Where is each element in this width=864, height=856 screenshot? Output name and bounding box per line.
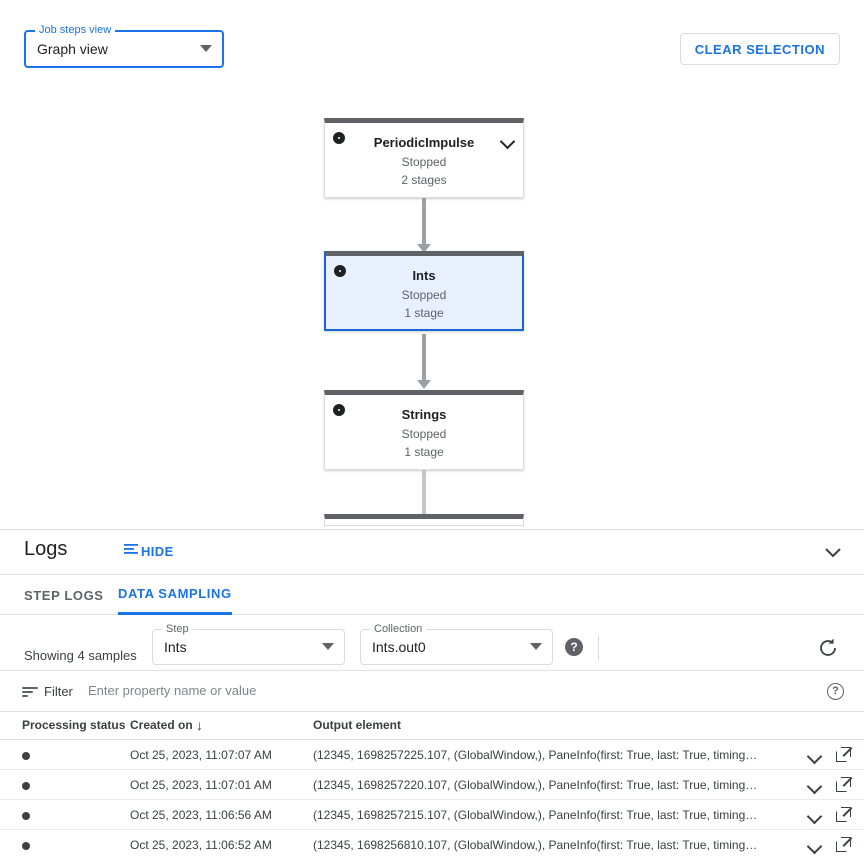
status-badge [22,812,30,820]
graph-node-partial[interactable] [324,514,524,526]
filter-icon [22,687,38,698]
job-steps-view-label: Job steps view [35,24,115,36]
status-badge [22,752,30,760]
column-output-element[interactable]: Output element [313,718,402,732]
chevron-down-icon [322,643,334,650]
expand-row-icon[interactable] [808,779,822,793]
logs-panel [0,530,864,856]
status-badge [22,782,30,790]
showing-samples-label: Showing 4 samples [24,648,137,663]
controls-divider [598,635,599,661]
graph-edge [422,198,426,246]
node-status-label: Stopped [401,155,447,169]
expand-row-icon[interactable] [808,749,822,763]
graph-edge [422,470,426,518]
graph-node-periodicimpulse[interactable] [324,118,524,198]
step-select[interactable] [152,623,345,665]
samples-table-body [0,740,864,856]
node-title: Strings [401,407,447,422]
sampling-controls [0,615,864,670]
tab-step-logs[interactable]: STEP LOGS [24,587,104,603]
open-external-icon[interactable] [836,778,851,793]
cell-created-on: Oct 25, 2023, 11:07:01 AM [130,778,272,792]
open-external-icon[interactable] [836,808,851,823]
node-stages-label: 2 stages [401,173,447,187]
node-title: PeriodicImpulse [373,135,475,150]
column-created-on[interactable]: Created on [130,718,193,732]
logs-tabs [0,575,864,615]
table-row[interactable] [0,800,864,830]
cell-output-element: (12345, 1698257225.107, (GlobalWindow,), PaneInfo(first: True, last: True, timing… [313,748,758,762]
node-stages-label: 1 stage [404,306,444,320]
node-status-label: Stopped [401,288,447,302]
hide-logs-label: HIDE [141,543,174,559]
collection-select-value: Ints.out0 [372,639,426,655]
job-steps-view-select[interactable] [24,24,224,68]
help-outline-icon[interactable]: ? [827,683,844,700]
clear-selection-button[interactable]: CLEAR SELECTION [680,33,840,65]
node-stages-label: 1 stage [404,445,444,459]
step-select-label: Step [162,623,193,635]
node-title: Ints [412,268,436,283]
logs-title: Logs [24,538,68,560]
graph-node-ints[interactable] [324,251,524,331]
cell-created-on: Oct 25, 2023, 11:06:56 AM [130,808,272,822]
logs-header [0,530,864,575]
column-processing-status[interactable]: Processing status [22,718,126,732]
job-steps-view-value: Graph view [37,41,108,57]
graph-edge [422,334,426,382]
cell-output-element: (12345, 1698257220.107, (GlobalWindow,), PaneInfo(first: True, last: True, timing… [313,778,758,792]
filter-input[interactable] [86,682,766,699]
node-status-label: Stopped [401,427,447,441]
cell-output-element: (12345, 1698256810.107, (GlobalWindow,), PaneInfo(first: True, last: True, timing… [313,838,758,852]
cell-created-on: Oct 25, 2023, 11:06:52 AM [130,838,272,852]
collection-select[interactable] [360,623,553,665]
open-external-icon[interactable] [836,838,851,853]
tab-data-sampling[interactable]: DATA SAMPLING [118,575,232,615]
filter-label: Filter [44,684,73,699]
list-icon [124,543,139,559]
chevron-down-icon [200,45,212,52]
step-select-value: Ints [164,639,187,655]
expand-row-icon[interactable] [808,809,822,823]
graph-edge-arrow [417,380,431,389]
status-badge [22,842,30,850]
graph-node-strings[interactable] [324,390,524,470]
chevron-down-icon [530,643,542,650]
cell-output-element: (12345, 1698257215.107, (GlobalWindow,), PaneInfo(first: True, last: True, timing… [313,808,758,822]
expand-row-icon[interactable] [808,839,822,853]
sort-desc-icon: ↓ [196,717,203,733]
chevron-down-icon[interactable] [822,542,844,564]
table-row[interactable] [0,770,864,800]
samples-table-header [0,712,864,740]
refresh-icon[interactable] [817,637,839,659]
collection-select-label: Collection [370,623,426,635]
cell-created-on: Oct 25, 2023, 11:07:07 AM [130,748,272,762]
hide-logs-button[interactable] [124,543,174,559]
table-row[interactable] [0,740,864,770]
filter-bar [0,670,864,712]
open-external-icon[interactable] [836,748,851,763]
table-row[interactable] [0,830,864,856]
help-icon[interactable]: ? [565,638,583,656]
